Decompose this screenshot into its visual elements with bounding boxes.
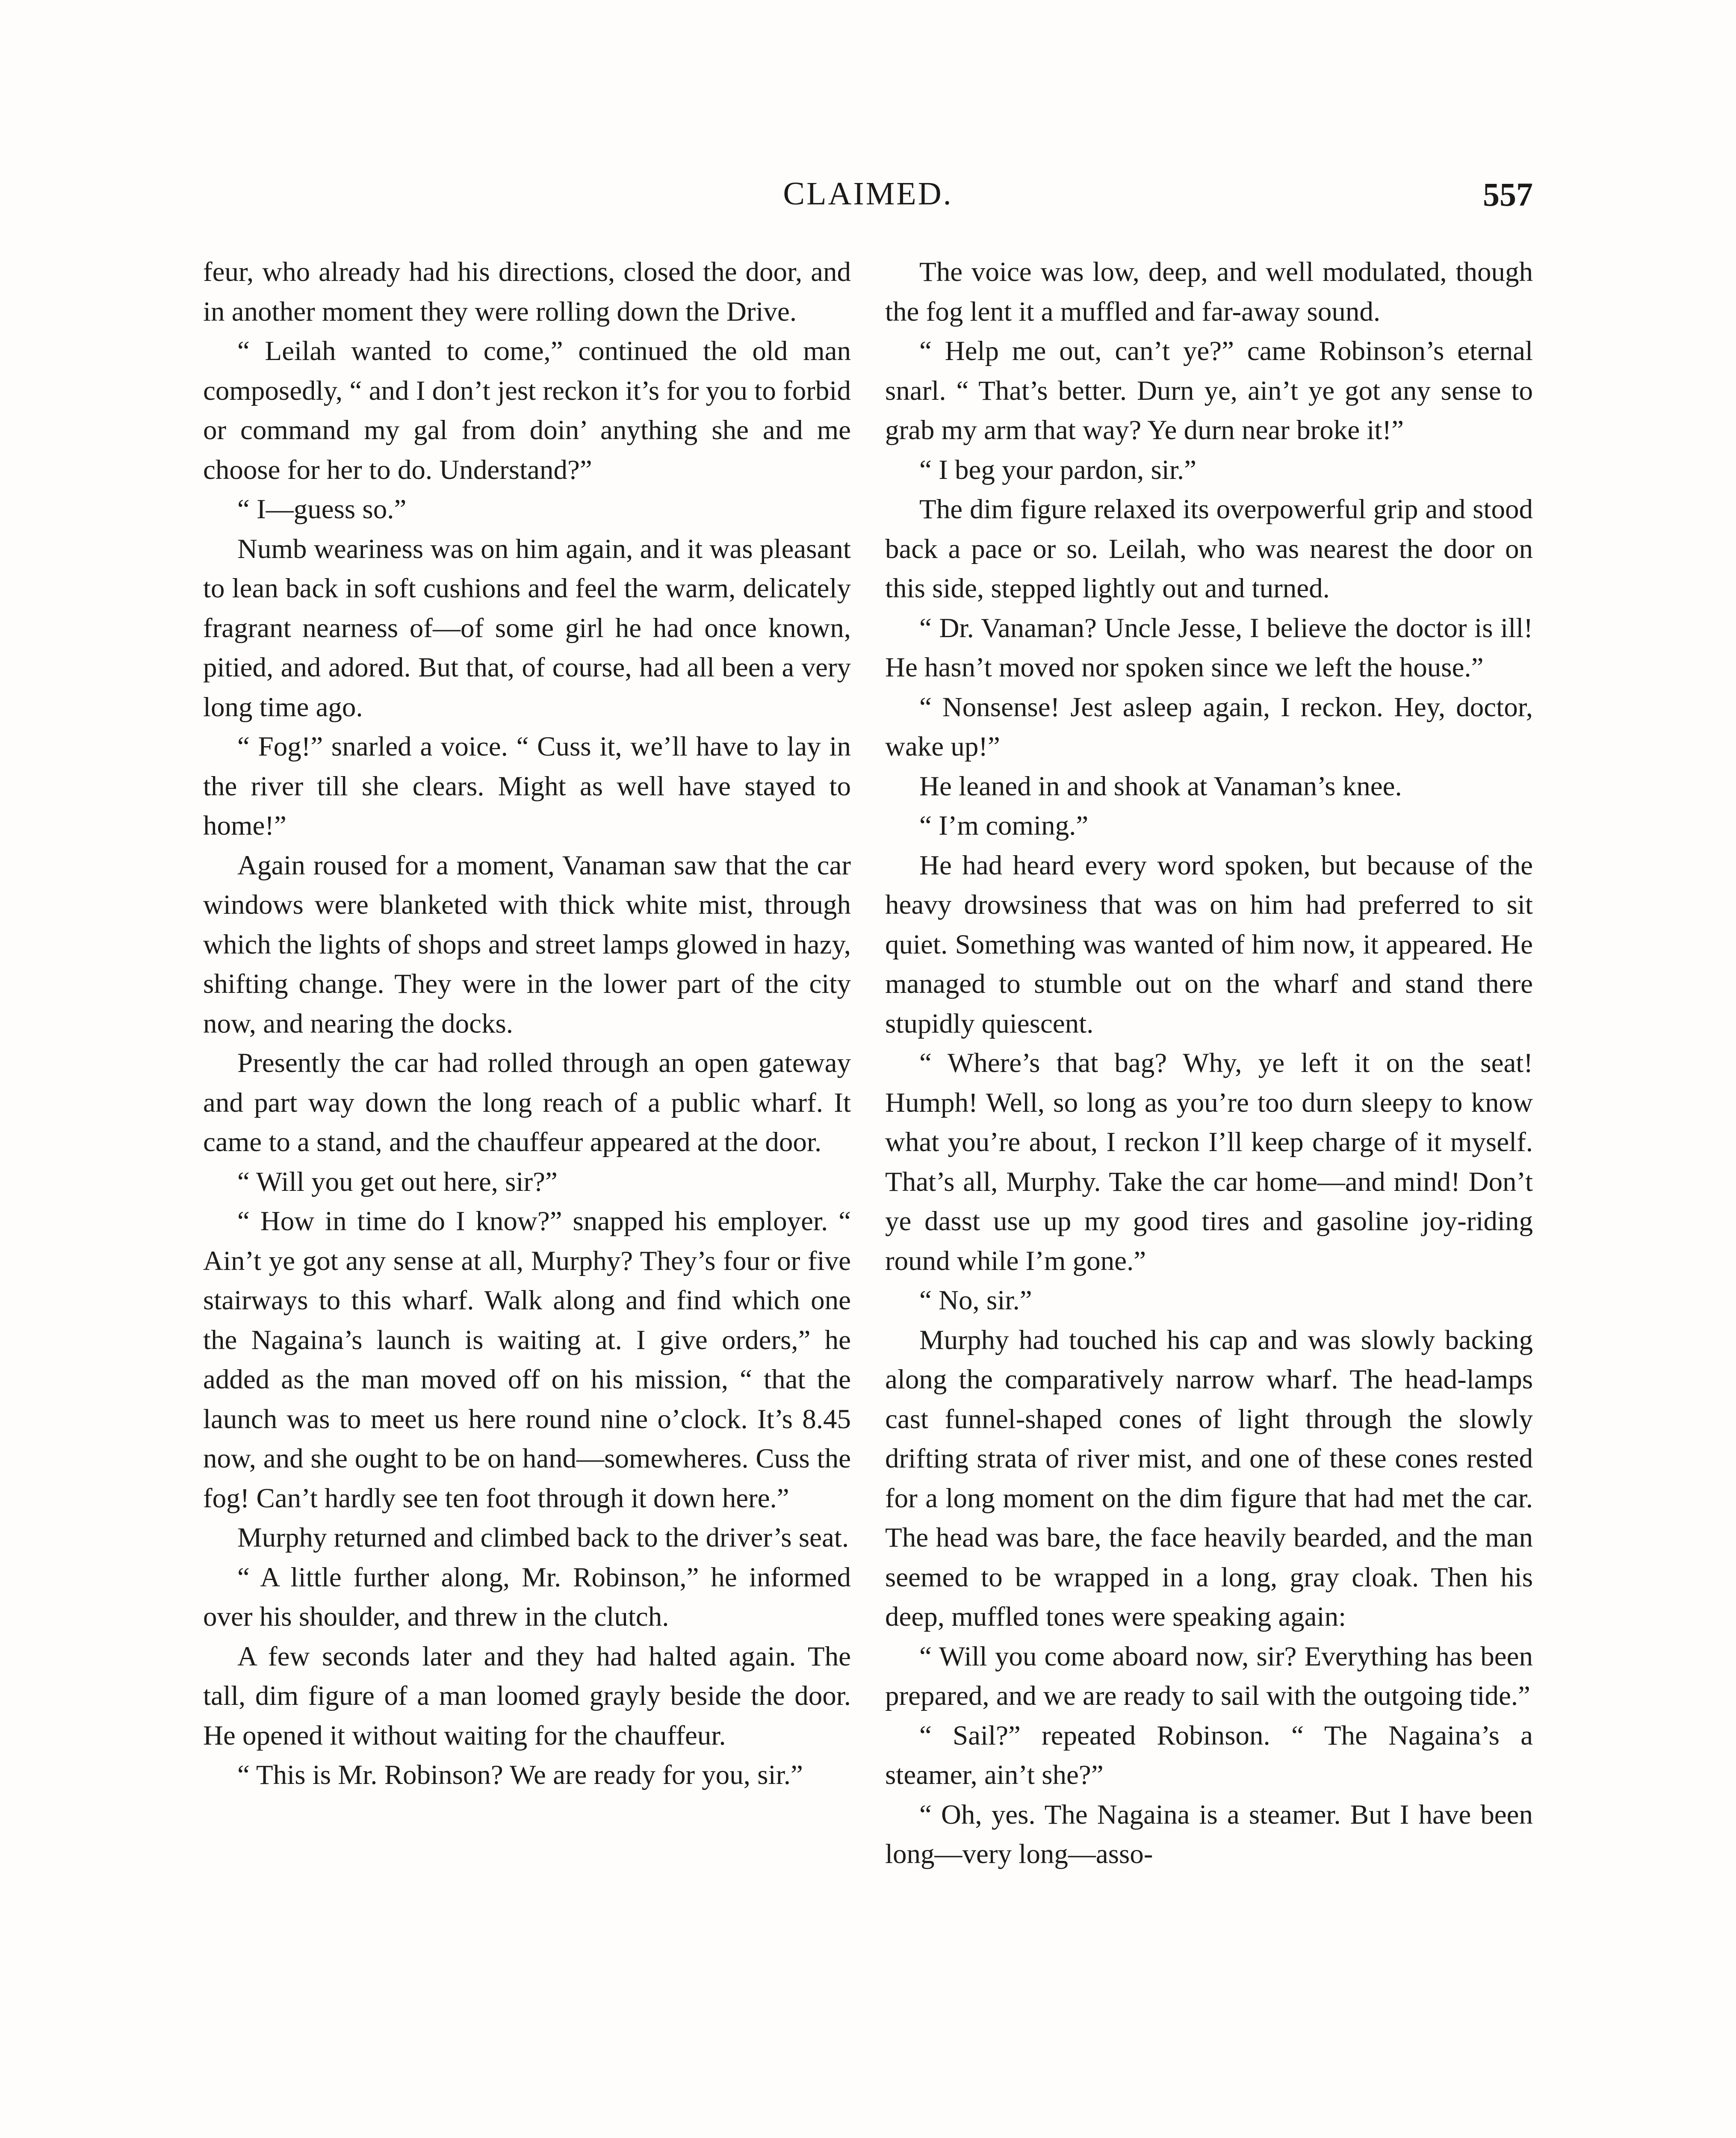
- page-number: 557: [1483, 176, 1533, 213]
- paragraph: “ Fog!” snarled a voice. “ Cuss it, we’ll have to lay in the river till she clears. Might as well have stayed to home!”: [203, 731, 851, 841]
- right-column: [885, 252, 1533, 1874]
- paragraph: The voice was low, deep, and well modulated, though the fog lent it a muffled and far-away sound.: [885, 257, 1533, 327]
- paragraph: “ Oh, yes. The Nagaina is a steamer. But I have been long—very long—asso-: [885, 1799, 1533, 1869]
- paragraph: Murphy returned and climbed back to the driver’s seat.: [237, 1522, 849, 1553]
- paragraph: “ I—guess so.”: [237, 494, 407, 525]
- paragraph: “ I beg your pardon, sir.”: [919, 454, 1197, 485]
- paragraph: Numb weariness was on him again, and it was pleasant to lean back in soft cushions and feel the warm, delicately fragrant nearness of—of some girl he had once known, pitied, and adored. But that, of course, had all been a very long time ago.: [203, 533, 851, 723]
- paragraph: The dim figure relaxed its overpowerful grip and stood back a pace or so. Leilah, who was nearest the door on this side, stepped lightly out and turned.: [885, 494, 1533, 604]
- paragraph: “ Will you come aboard now, sir? Everything has been prepared, and we are ready to sail with the outgoing tide.”: [885, 1641, 1533, 1711]
- paragraph: “ Leilah wanted to come,” continued the old man composedly, “ and I don’t jest reckon it’s for you to forbid or command my gal from doin’ anything she and me choose for her to do. Understand?”: [203, 336, 851, 485]
- paragraph: “ A little further along, Mr. Robinson,” he informed over his shoulder, and threw in the clutch.: [203, 1562, 851, 1632]
- left-column: [203, 252, 851, 1795]
- paragraph: “ Sail?” repeated Robinson. “ The Nagaina’s a steamer, ain’t she?”: [885, 1720, 1533, 1790]
- paragraph: “ This is Mr. Robinson? We are ready for you, sir.”: [237, 1760, 803, 1790]
- paragraph: “ Help me out, can’t ye?” came Robinson’s eternal snarl. “ That’s better. Durn ye, ain’t ye got any sense to grab my arm that way? Ye durn near broke it!”: [885, 336, 1533, 446]
- paragraph: He leaned in and shook at Vanaman’s knee.: [919, 771, 1402, 802]
- paragraph: “ Will you get out here, sir?”: [237, 1166, 558, 1197]
- paragraph: “ Nonsense! Jest asleep again, I reckon. Hey, doctor, wake up!”: [885, 691, 1533, 762]
- paragraph: He had heard every word spoken, but because of the heavy drowsiness that was on him had preferred to sit quiet. Something was wanted of him now, it appeared. He managed to stumble out on the wharf and stand there stupidly quiescent.: [885, 850, 1533, 1039]
- paragraph: Again roused for a moment, Vanaman saw that the car windows were blanketed with thick white mist, through which the lights of shops and street lamps glowed in hazy, shifting change. They were in the lower part of the city now, and nearing the docks.: [203, 850, 851, 1039]
- paragraph: “ No, sir.”: [919, 1285, 1032, 1316]
- paragraph: “ Where’s that bag? Why, ye left it on the seat! Humph! Well, so long as you’re too durn sleepy to know what you’re about, I reckon I’ll keep charge of it myself. That’s all, Murphy. Take the car home—and mind! Don’t ye dasst use up my good tires and gasoline joy-riding round while I’m gone.”: [885, 1048, 1533, 1276]
- paragraph: A few seconds later and they had halted again. The tall, dim figure of a man loomed grayly beside the door. He opened it without waiting for the chauffeur.: [203, 1641, 851, 1751]
- paragraph: “ I’m coming.”: [919, 810, 1089, 841]
- page-header: [203, 175, 1533, 222]
- paragraph: Presently the car had rolled through an open gateway and part way down the long reach of a public wharf. It came to a stand, and the chauffeur appeared at the door.: [203, 1048, 851, 1158]
- running-title: CLAIMED.: [783, 176, 953, 212]
- paragraph: “ How in time do I know?” snapped his employer. “ Ain’t ye got any sense at all, Murphy? They’s four or five stairways to this wharf. Walk along and find which one the Nagaina’s launch is waiting at. I give orders,” he added as the man moved off on his mission, “ that the launch was to meet us here round nine o’clock. It’s 8.45 now, and she ought to be on hand—somewheres. Cuss the fog! Can’t hardly see ten foot through it down here.”: [203, 1206, 851, 1514]
- paragraph: Murphy had touched his cap and was slowly backing along the comparatively narrow wharf. The head-lamps cast funnel-shaped cones of light through the slowly drifting strata of river mist, and one of these cones rested for a long moment on the dim figure that had met the car. The head was bare, the face heavily bearded, and the man seemed to be wrapped in a long, gray cloak. Then his deep, muffled tones were speaking again:: [885, 1324, 1533, 1632]
- paragraph: feur, who already had his directions, closed the door, and in another moment they were rolling down the Drive.: [203, 257, 851, 327]
- paragraph: “ Dr. Vanaman? Uncle Jesse, I believe the doctor is ill! He hasn’t moved nor spoken since we left the house.”: [885, 612, 1533, 683]
